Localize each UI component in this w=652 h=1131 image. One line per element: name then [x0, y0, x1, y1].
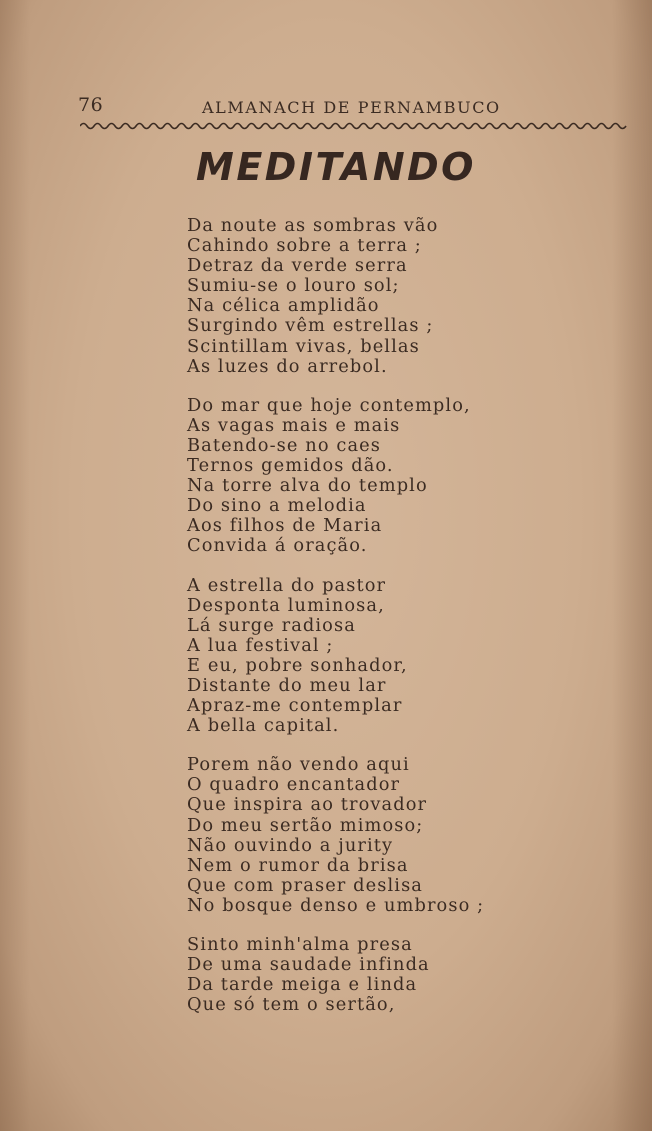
stanza-1 [187, 216, 607, 377]
verse-line: Na célica amplidão [187, 295, 380, 317]
verse-line: A estrella do pastor [187, 574, 387, 596]
wavy-rule-divider [80, 121, 628, 131]
verse-line: Sumiu-se o louro sol; [187, 275, 400, 297]
verse-line: De uma saudade infinda [187, 954, 430, 976]
verse-line: Scintillam vivas, bellas [187, 335, 420, 357]
verse-line: Na torre alva do templo [187, 475, 428, 497]
poem-title: MEDITANDO [196, 145, 476, 189]
page-edge-shadow-left [0, 0, 30, 1131]
verse-line: Cahindo sobre a terra ; [187, 235, 422, 257]
verse-line: Surgindo vêm estrellas ; [187, 315, 434, 337]
verse-line: Ternos gemidos dão. [187, 455, 394, 477]
verse-line: Não ouvindo a jurity [187, 834, 394, 856]
running-title: ALMANACH DE PERNAMBUCO [202, 98, 501, 117]
verse-line: Porem não vendo aqui [187, 754, 410, 776]
verse-line: Apraz-me contemplar [187, 695, 403, 717]
page-number: 76 [78, 94, 104, 116]
verse-line: Que só tem o sertão, [187, 994, 396, 1016]
verse-line: Nem o rumor da brisa [187, 854, 409, 876]
verse-line: Desponta luminosa, [187, 594, 385, 616]
stanza-5 [187, 935, 607, 1015]
verse-line: E eu, pobre sonhador, [187, 654, 408, 676]
verse-line: Que com praser deslisa [187, 874, 423, 896]
verse-line: No bosque denso e umbroso ; [187, 894, 485, 916]
verse-line: A lua festival ; [187, 634, 334, 656]
verse-line: Aos filhos de Maria [187, 515, 383, 537]
stanza-3 [187, 576, 607, 737]
verse-line: Detraz da verde serra [187, 255, 408, 277]
verse-line: Lá surge radiosa [187, 614, 356, 636]
verse-line: Batendo-se no caes [187, 434, 382, 456]
verse-line: O quadro encantador [187, 774, 401, 796]
verse-line: As vagas mais e mais [187, 414, 401, 436]
stanza-2 [187, 396, 607, 557]
verse-line: Que inspira ao trovador [187, 794, 428, 816]
verse-line: Da noute as sombras vão [187, 215, 439, 236]
verse-line: A bella capital. [187, 715, 340, 737]
verse-line: Do mar que hoje contemplo, [187, 394, 471, 416]
verse-line: Convida á oração. [187, 535, 368, 557]
poem-body [187, 216, 607, 1034]
verse-line: Sinto minh'alma presa [187, 934, 413, 955]
verse-line: Do sino a melodia [187, 495, 367, 517]
verse-line: Do meu sertão mimoso; [187, 814, 424, 836]
page-edge-shadow-right [612, 0, 652, 1131]
verse-line: As luzes do arrebol. [187, 355, 388, 377]
verse-line: Distante do meu lar [187, 674, 387, 696]
stanza-4 [187, 755, 607, 916]
verse-line: Da tarde meiga e linda [187, 974, 418, 996]
